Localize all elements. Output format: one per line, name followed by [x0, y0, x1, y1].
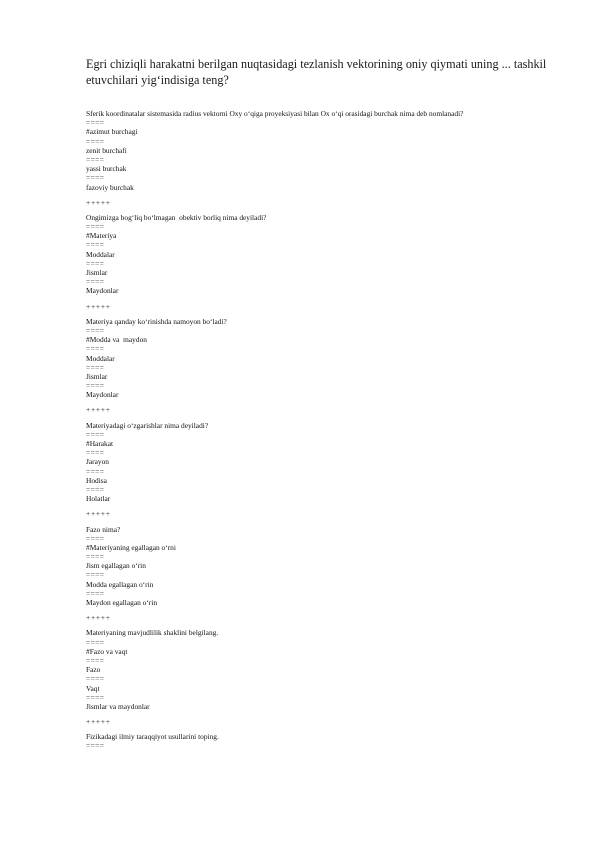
question-block — [86, 317, 556, 421]
answer-correct: #Materiya — [86, 231, 117, 241]
answer-option: Jarayon — [86, 457, 109, 467]
answer-correct: #Harakat — [86, 439, 114, 448]
separator: ==== — [86, 429, 105, 439]
separator: ==== — [86, 362, 105, 372]
answer-option: zenit burchafi — [86, 145, 127, 155]
answer-option: Maydonlar — [86, 286, 119, 296]
separator: ==== — [86, 570, 105, 580]
question-block — [86, 421, 556, 525]
answer-option: Hodisa — [86, 475, 107, 485]
answer-option: Modda egallagan o‘rin — [86, 579, 154, 589]
answer-option: Jismlar va maydonlar — [86, 701, 150, 711]
separator: ==== — [86, 484, 105, 494]
separator: ==== — [86, 344, 105, 354]
separator: ==== — [86, 240, 105, 250]
answer-correct: #Modda va maydon — [86, 335, 147, 345]
separator: ==== — [86, 533, 105, 543]
question-block — [86, 109, 556, 213]
end-marker: +++++ — [86, 717, 111, 727]
answer-option: Vaqt — [86, 683, 100, 693]
answer-option: yassi burchak — [86, 164, 127, 174]
answer-correct: #Materiyaning egallagan o‘rni — [86, 542, 176, 552]
question-text: Fizikadagi ilmiy taraqqiyot usullarini toping. — [86, 732, 219, 742]
separator: ==== — [86, 741, 105, 751]
answer-option: Jismlar — [86, 371, 108, 381]
question-text: Materiya qanday ko‘rinishda namoyon bo‘ladi? — [86, 316, 227, 326]
answer-option: Maydon egallagan o‘rin — [86, 598, 158, 607]
separator: ==== — [86, 637, 105, 647]
answer-correct: #azimut burchagi — [86, 127, 138, 137]
answer-option: fazoviy burchak — [86, 182, 134, 192]
question-text: Materiyaning mavjudlilik shaklini belgilang. — [86, 628, 219, 638]
end-marker: +++++ — [86, 197, 111, 207]
separator: ==== — [86, 258, 105, 268]
answer-option: Jism egallagan o‘rin — [86, 561, 146, 571]
document-page — [86, 56, 556, 751]
separator: ==== — [86, 448, 105, 458]
answer-option: Jismlar — [86, 268, 108, 277]
question-block — [86, 525, 556, 629]
separator: ==== — [86, 655, 105, 665]
answer-option: Moddalar — [86, 249, 115, 259]
answer-option: Moddalar — [86, 353, 115, 363]
question-block — [86, 732, 556, 750]
answer-option: Holatlar — [86, 494, 111, 504]
question-block — [86, 213, 556, 317]
separator: ==== — [86, 588, 105, 598]
separator: ==== — [86, 277, 105, 287]
separator: ==== — [86, 466, 105, 476]
separator: ==== — [86, 381, 105, 391]
end-marker: +++++ — [86, 405, 111, 415]
separator: ==== — [86, 674, 105, 684]
separator: ==== — [86, 173, 105, 183]
question-heading: Egri chiziqli harakatni berilgan nuqtasidagi tezlanish vektorining oniy qiymati uning ... tashkil etuvchilari yig‘indisiga teng? — [86, 57, 547, 87]
separator: ==== — [86, 118, 105, 128]
question-text: Materiyadagi o‘zgarishlar nima deyiladi? — [86, 420, 209, 430]
end-marker: +++++ — [86, 613, 111, 623]
separator: ==== — [86, 154, 105, 164]
question-text: Ongimizga bog‘liq bo‘lmagan obektiv borliq nima deyiladi? — [86, 212, 267, 222]
question-block — [86, 628, 556, 732]
end-marker: +++++ — [86, 301, 111, 311]
question-text: Sferik koordinatalar sistemasida radius vektorni Oxy o‘qiga proyeksiyasi bilan Ox o‘qi orasidagi burchak nima deb nomlanadi? — [86, 109, 464, 118]
answer-option: Fazo — [86, 665, 101, 675]
answer-correct: #Fazo va vaqt — [86, 646, 128, 656]
end-marker: +++++ — [86, 509, 111, 519]
separator: ==== — [86, 222, 105, 232]
separator: ==== — [86, 136, 105, 146]
separator: ==== — [86, 552, 105, 562]
separator: ==== — [86, 325, 105, 335]
separator: ==== — [86, 692, 105, 702]
question-text: Fazo nima? — [86, 524, 121, 534]
answer-option: Maydonlar — [86, 390, 119, 400]
